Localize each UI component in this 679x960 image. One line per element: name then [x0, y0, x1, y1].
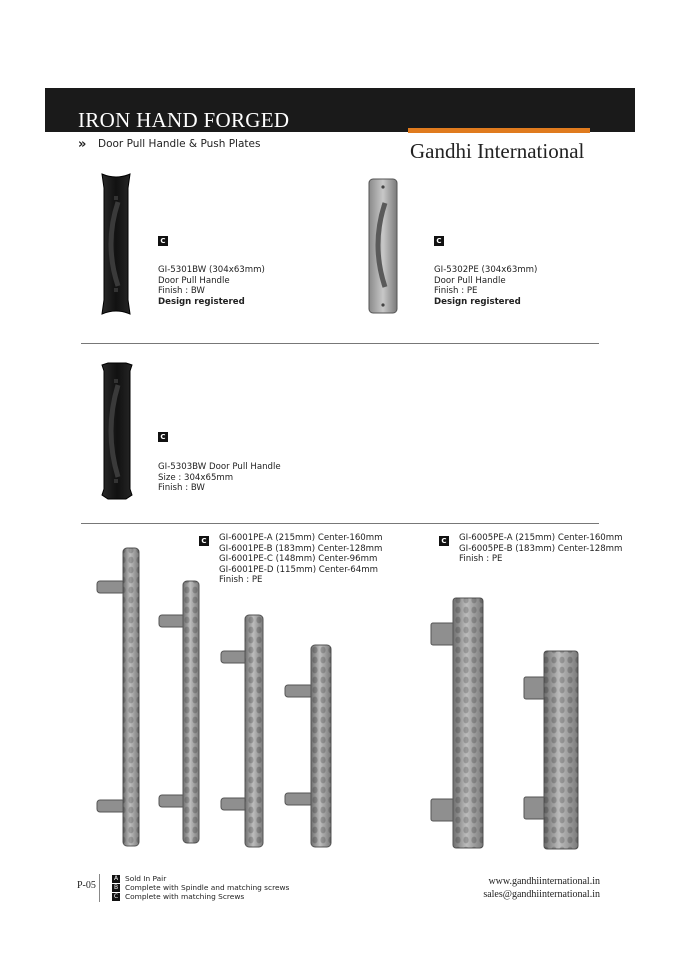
badge-c: C: [158, 236, 168, 246]
product-info-gi-5303bw: [158, 462, 281, 494]
product-image-gi-5301bw: [96, 172, 136, 316]
badge-c: C: [439, 536, 449, 546]
product-line: Door Pull Handle: [434, 275, 506, 286]
page-title: IRON HAND FORGED: [78, 108, 290, 132]
product-info-gi-5301bw: [158, 265, 265, 307]
legend-badge: A: [113, 875, 119, 882]
product-image-gi-6001pe: [95, 545, 335, 850]
product-info-gi-5302pe: [434, 265, 537, 307]
legend-text: Complete with matching Screws: [125, 892, 245, 901]
product-line: Finish : PE: [434, 286, 478, 297]
product-line: Door Pull Handle: [158, 275, 230, 286]
product-line: GI-5302PE (304x63mm): [434, 265, 538, 275]
website-link[interactable]: www.gandhiinternational.in: [488, 876, 600, 887]
section-subheading: Door Pull Handle & Push Plates: [98, 138, 261, 150]
product-line: GI-5301BW (304x63mm): [158, 265, 265, 275]
product-line: GI-6001PE-A (215mm) Center-160mm: [219, 533, 383, 543]
badge-c: C: [434, 236, 444, 246]
product-line: Finish : BW: [158, 483, 205, 494]
product-line: GI-6001PE-D (115mm) Center-64mm: [219, 564, 378, 575]
product-line: GI-6005PE-A (215mm) Center-160mm: [459, 533, 623, 543]
product-line: GI-6001PE-C (148mm) Center-96mm: [219, 554, 378, 565]
legend-text: Complete with Spindle and matching screws: [125, 883, 290, 892]
accent-line: [408, 128, 590, 133]
product-line: Finish : PE: [219, 575, 263, 586]
product-line: Finish : PE: [459, 554, 503, 565]
company-name: Gandhi International: [410, 139, 585, 163]
product-info-gi-6001pe: [219, 533, 383, 586]
product-image-gi-5302pe: [367, 177, 399, 315]
legend-text: Sold In Pair: [125, 874, 167, 883]
legend-badge: B: [113, 884, 119, 891]
page-number: P-05: [77, 880, 96, 891]
section-divider: [81, 343, 599, 344]
design-registered-note: Design registered: [158, 296, 245, 307]
design-registered-note: Design registered: [434, 296, 521, 307]
email-link[interactable]: sales@gandhiinternational.in: [483, 889, 600, 900]
footer-separator: [99, 874, 100, 902]
product-line: GI-5303BW Door Pull Handle: [158, 462, 281, 472]
product-image-gi-6005pe: [430, 595, 582, 853]
badge-c: C: [158, 432, 168, 442]
badge-c: C: [199, 536, 209, 546]
product-line: GI-6005PE-B (183mm) Center-128mm: [459, 543, 623, 554]
legend-badge: C: [113, 893, 119, 900]
product-line: GI-6001PE-B (183mm) Center-128mm: [219, 543, 383, 554]
product-image-gi-5303bw: [98, 361, 136, 501]
product-info-gi-6005pe: [459, 533, 623, 565]
product-line: Size : 304x65mm: [158, 472, 234, 483]
legend-item: [112, 893, 244, 901]
section-divider: [81, 523, 599, 524]
legend-item: [112, 884, 289, 892]
legend-item: [112, 875, 166, 883]
chevron-right-icon: »: [78, 137, 85, 152]
product-line: Finish : BW: [158, 286, 205, 297]
